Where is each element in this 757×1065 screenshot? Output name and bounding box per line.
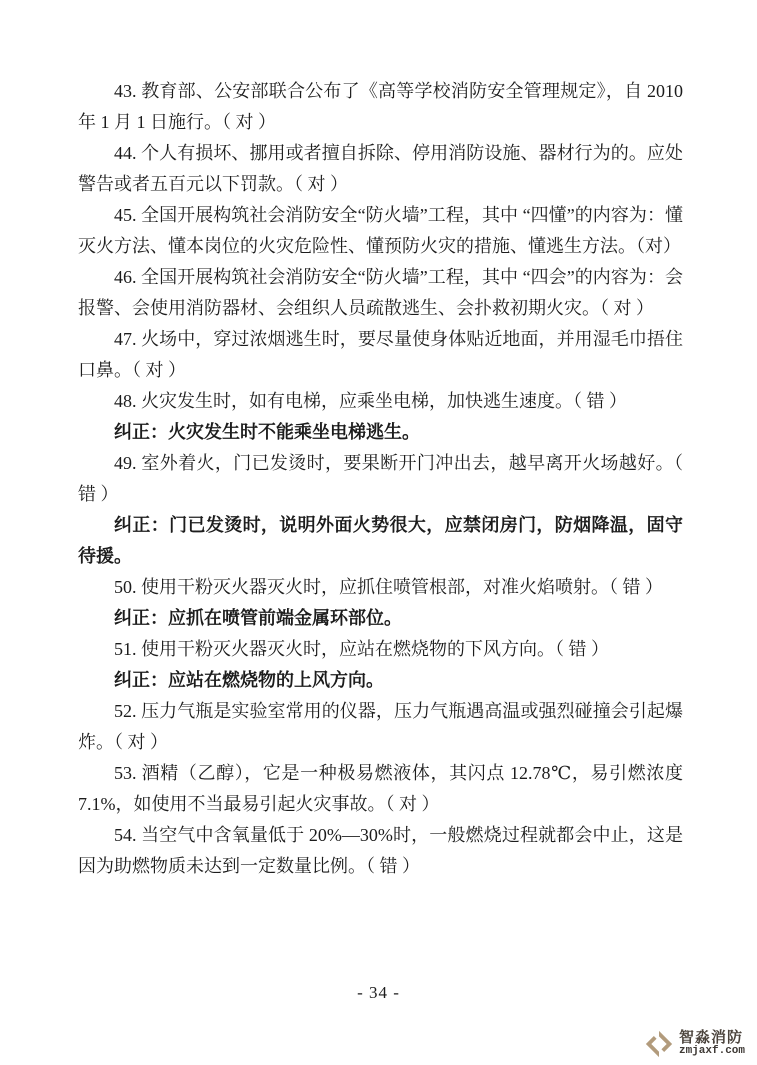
question-paragraph: 52. 压力气瓶是实验室常用的仪器，压力气瓶遇高温或强烈碰撞会引起爆炸。（ 对 ） <box>78 701 683 752</box>
question-paragraph: 49. 室外着火，门已发烫时，要果断开门冲出去，越早离开火场越好。（ 错 ） <box>78 453 683 504</box>
correction-paragraph: 纠正：火灾发生时不能乘坐电梯逃生。 <box>114 422 420 442</box>
brand-name: 智淼消防 <box>678 1029 743 1047</box>
correction-paragraph: 纠正：门已发烫时，说明外面火势很大，应禁闭房门，防烟降温，固守待援。 <box>78 515 683 566</box>
question-paragraph: 48. 火灾发生时，如有电梯，应乘坐电梯，加快逃生速度。（ 错 ） <box>114 391 627 411</box>
brand-url: zmjaxf.com <box>678 1045 745 1058</box>
page-number: - 34 - <box>357 983 400 1002</box>
question-paragraph: 47. 火场中，穿过浓烟逃生时，要尽量使身体贴近地面，并用湿毛巾捂住口鼻。（ 对 ） <box>78 329 683 380</box>
watermark-logo <box>644 1028 745 1060</box>
question-paragraph: 53. 酒精（乙醇），它是一种极易燃液体，其闪点 12.78℃，易引燃浓度 7.1%，如使用不当最易引起火灾事故。（ 对 ） <box>78 763 683 814</box>
question-paragraph: 50. 使用干粉灭火器灭火时，应抓住喷管根部，对准火焰喷射。（ 错 ） <box>114 577 663 597</box>
diamond-z-logo-icon <box>644 1028 674 1060</box>
document-body <box>78 76 683 966</box>
question-paragraph: 54. 当空气中含氧量低于 20%—30%时，一般燃烧过程就都会中止，这是因为助燃物质未达到一定数量比例。（ 错 ） <box>78 825 683 876</box>
question-paragraph: 46. 全国开展构筑社会消防安全“防火墙”工程，其中 “四会”的内容为：会报警、会使用消防器材、会组织人员疏散逃生、会扑救初期火灾。（ 对 ） <box>78 267 683 318</box>
question-paragraph: 44. 个人有损坏、挪用或者擅自拆除、停用消防设施、器材行为的。应处警告或者五百元以下罚款。（ 对 ） <box>78 143 683 194</box>
question-paragraph: 45. 全国开展构筑社会消防安全“防火墙”工程，其中 “四懂”的内容为：懂灭火方法、懂本岗位的火灾危险性、懂预防火灾的措施、懂逃生方法。（对） <box>78 205 683 256</box>
correction-paragraph: 纠正：应站在燃烧物的上风方向。 <box>114 670 384 690</box>
question-paragraph: 51. 使用干粉灭火器灭火时，应站在燃烧物的下风方向。（ 错 ） <box>114 639 609 659</box>
correction-paragraph: 纠正：应抓在喷管前端金属环部位。 <box>114 608 402 628</box>
question-paragraph: 43. 教育部、公安部联合公布了《高等学校消防安全管理规定》，自 2010 年 1 月 1 日施行。（ 对 ） <box>78 81 683 132</box>
